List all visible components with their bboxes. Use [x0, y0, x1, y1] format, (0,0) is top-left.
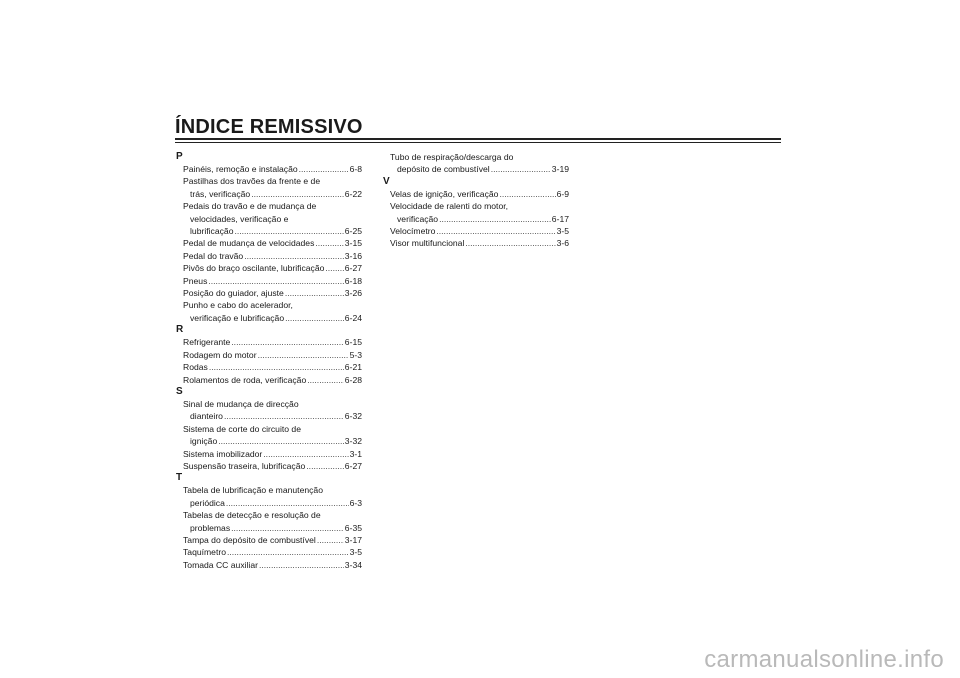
index-entry-text: Velocidade de ralenti do motor,	[390, 201, 509, 212]
index-entry-line	[176, 200, 362, 212]
dot-leader	[224, 410, 344, 422]
index-entry-text: Tabela de lubrificação e manutenção	[183, 485, 323, 496]
index-entry-line	[176, 484, 362, 496]
dot-leader	[317, 534, 344, 546]
index-entry-line	[176, 398, 362, 410]
index-entry-text: trás, verificação	[190, 188, 251, 199]
index-entry	[176, 484, 362, 509]
dot-leader	[325, 262, 343, 274]
dot-leader	[499, 188, 555, 200]
index-entry-text: Posição do guiador, ajuste	[183, 288, 284, 299]
index-entry-line	[383, 213, 569, 225]
index-entry	[383, 151, 569, 176]
index-entry-line	[176, 509, 362, 521]
index-entry-page: 6-3	[349, 497, 362, 508]
index-entry-text: Punho e cabo do acelerador,	[183, 300, 293, 311]
index-entry-page: 3-6	[556, 238, 569, 249]
dot-leader	[258, 349, 349, 361]
dot-leader	[307, 374, 344, 386]
index-entry-page: 6-18	[344, 275, 362, 286]
index-entry-line	[176, 423, 362, 435]
index-entry	[176, 361, 362, 373]
index-entry-text: Rolamentos de roda, verificação	[183, 374, 307, 385]
index-entry	[176, 262, 362, 274]
index-entry-page: 6-32	[344, 411, 362, 422]
index-column-left	[176, 151, 362, 571]
index-column-right	[383, 151, 569, 250]
dot-leader	[306, 460, 344, 472]
dot-leader	[227, 546, 349, 558]
index-entry-page: 3-5	[349, 547, 362, 558]
index-entry	[176, 448, 362, 460]
index-entry-page: 3-5	[556, 226, 569, 237]
index-entry-line	[176, 213, 362, 225]
index-entry	[176, 509, 362, 534]
index-entry-text: depósito de combustível	[397, 164, 490, 175]
index-entry-line	[176, 410, 362, 422]
index-entry-line	[176, 250, 362, 262]
index-entry-text: Tubo de respiração/descarga do	[390, 152, 514, 162]
index-entry-page: 6-35	[344, 522, 362, 533]
dot-leader	[244, 250, 344, 262]
index-entry-page: 3-26	[344, 288, 362, 299]
index-entry	[176, 374, 362, 386]
index-entry-line	[176, 262, 362, 274]
index-entry-line	[176, 312, 362, 324]
index-entry-text: Pivôs do braço oscilante, lubrificação	[183, 263, 325, 274]
index-entry-line	[383, 163, 569, 175]
index-entry	[383, 237, 569, 249]
index-entry-line	[176, 163, 362, 175]
index-entry-text: problemas	[190, 522, 231, 533]
dot-leader	[491, 163, 551, 175]
dot-leader	[259, 559, 344, 571]
index-entry-line	[176, 175, 362, 187]
index-entry-text: dianteiro	[190, 411, 223, 422]
index-entry-page: 6-15	[344, 337, 362, 348]
index-entry-line	[176, 435, 362, 447]
index-entry-line	[383, 200, 569, 212]
dot-leader	[251, 188, 344, 200]
index-entry-line	[176, 188, 362, 200]
index-entry	[383, 200, 569, 225]
index-entry-page: 6-21	[344, 362, 362, 373]
index-entry-line	[176, 534, 362, 546]
index-entry-page: 3-17	[344, 534, 362, 545]
index-entry	[176, 200, 362, 237]
index-entry	[176, 299, 362, 324]
index-entry-line	[176, 287, 362, 299]
index-entry-page: 6-27	[344, 263, 362, 274]
index-entry-page: 3-16	[344, 250, 362, 261]
index-letter-heading: T	[176, 472, 183, 484]
index-entry-line	[176, 225, 362, 237]
index-entry-page: 6-24	[344, 312, 362, 323]
dot-leader	[231, 522, 344, 534]
index-entry-text: Pedal do travão	[183, 250, 244, 261]
index-entry-text: Rodagem do motor	[183, 349, 257, 360]
index-entry-line	[176, 497, 362, 509]
index-entry-text: Sistema de corte do circuito de	[183, 423, 301, 434]
index-entry-line	[383, 237, 569, 249]
index-entry-line	[176, 522, 362, 534]
index-entry-line	[176, 361, 362, 373]
index-entry-text: Pedal de mudança de velocidades	[183, 238, 315, 249]
index-entry-line	[176, 374, 362, 386]
index-entry-text: Velas de ignição, verificação	[390, 188, 499, 199]
dot-leader	[465, 237, 555, 249]
dot-leader	[436, 225, 555, 237]
index-entry-page: 3-34	[344, 559, 362, 570]
index-entry-line	[176, 336, 362, 348]
index-entry-line	[176, 349, 362, 361]
dot-leader	[231, 336, 344, 348]
index-entry-text: Tabelas de detecção e resolução de	[183, 510, 321, 521]
index-entry-line	[176, 299, 362, 311]
dot-leader	[285, 287, 344, 299]
index-entry-text: Tomada CC auxiliar	[183, 559, 258, 570]
index-entry-page: 3-15	[344, 238, 362, 249]
dot-leader	[209, 361, 344, 373]
index-entry-text: Sistema imobilizador	[183, 448, 263, 459]
index-entry-text: Pedais do travão e de mudança de	[183, 201, 317, 212]
index-entry-text: Visor multifuncional	[390, 238, 465, 249]
index-entry-text: Pneus	[183, 275, 208, 286]
index-entry-line	[176, 546, 362, 558]
index-entry-text: Painéis, remoção e instalação	[183, 164, 298, 174]
index-entry	[176, 398, 362, 423]
index-entry-text: Suspensão traseira, lubrificação	[183, 460, 306, 471]
dot-leader	[208, 275, 343, 287]
dot-leader	[263, 448, 348, 460]
index-entry-text: Rodas	[183, 362, 208, 373]
index-entry-line	[176, 559, 362, 571]
index-entry-page: 6-8	[349, 164, 362, 174]
index-entry	[176, 287, 362, 299]
index-entry-text: verificação e lubrificação	[190, 312, 285, 323]
dot-leader	[218, 435, 344, 447]
index-entry-text: Taquímetro	[183, 547, 226, 558]
index-entry-text: velocidades, verificação e	[190, 213, 289, 224]
index-entry-page: 6-25	[344, 226, 362, 237]
index-entry-line	[383, 151, 569, 163]
index-entry-text: Sinal de mudança de direcção	[183, 398, 299, 409]
index-entry-text: lubrificação	[190, 226, 234, 237]
dot-leader	[285, 312, 344, 324]
index-entry-line	[176, 275, 362, 287]
watermark: carmanualsonline.info	[704, 646, 944, 673]
index-entry-page: 6-28	[344, 374, 362, 385]
index-entry-page: 6-22	[344, 188, 362, 199]
index-entry-line	[176, 448, 362, 460]
index-entry-text: verificação	[397, 213, 439, 224]
index-entry	[176, 423, 362, 448]
index-entry	[176, 163, 362, 175]
index-letter-heading: P	[176, 151, 183, 162]
index-entry-page: 6-27	[344, 460, 362, 471]
index-letter-heading: R	[176, 324, 184, 336]
index-entry	[176, 250, 362, 262]
dot-leader	[439, 213, 551, 225]
index-entry	[383, 225, 569, 237]
index-entry-page: 6-17	[551, 213, 569, 224]
dot-leader	[226, 497, 349, 509]
index-entry-text: Pastilhas dos travões da frente e de	[183, 176, 321, 187]
index-entry-line	[176, 237, 362, 249]
index-entry	[176, 559, 362, 571]
index-entry	[176, 237, 362, 249]
index-entry-line	[383, 225, 569, 237]
index-entry	[176, 275, 362, 287]
index-entry-text: Velocímetro	[390, 226, 436, 237]
index-entry-text: Refrigerante	[183, 337, 231, 348]
dot-leader	[299, 163, 349, 175]
index-entry-line	[176, 460, 362, 472]
index-entry	[176, 546, 362, 558]
index-entry	[176, 534, 362, 546]
index-entry-page: 6-9	[556, 188, 569, 199]
index-entry-page: 3-19	[551, 164, 569, 175]
index-entry	[176, 336, 362, 348]
index-entry	[383, 188, 569, 200]
index-entry-line	[383, 188, 569, 200]
page-title: ÍNDICE REMISSIVO	[175, 116, 363, 138]
index-entry	[176, 175, 362, 200]
dot-leader	[315, 237, 343, 249]
index-entry	[176, 460, 362, 472]
index-entry-page: 3-32	[344, 436, 362, 447]
index-entry-text: ignição	[190, 436, 218, 447]
title-rule-thick	[175, 138, 781, 140]
index-entry-text: Tampa do depósito de combustível	[183, 534, 316, 545]
index-letter-heading: S	[176, 385, 183, 397]
title-rule-thin	[175, 142, 781, 143]
index-entry	[176, 349, 362, 361]
index-entry-page: 5-3	[349, 349, 362, 360]
index-letter-heading: V	[383, 175, 390, 187]
index-entry-text: periódica	[190, 497, 225, 508]
dot-leader	[234, 225, 343, 237]
index-entry-page: 3-1	[349, 448, 362, 459]
